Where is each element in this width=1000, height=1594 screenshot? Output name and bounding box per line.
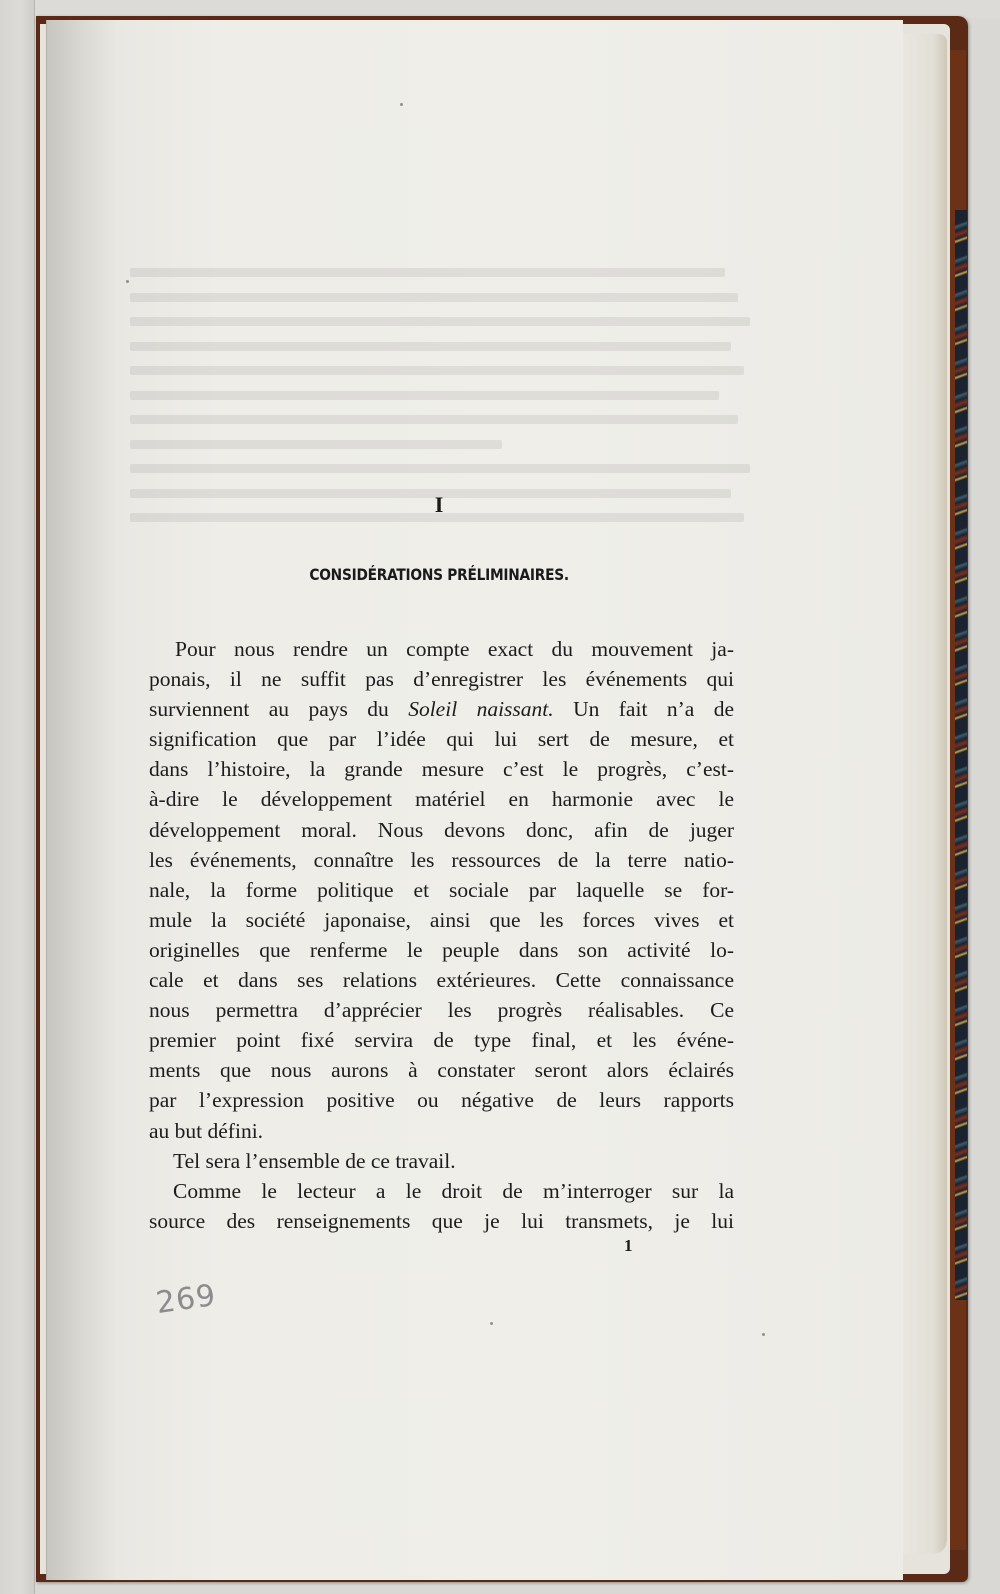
- text-line: les événements, connaître les ressources de la terre natio-: [149, 847, 734, 872]
- text-line: ponais, il ne suffit pas d’enregistrer les événements qui: [149, 667, 734, 692]
- text-line: ments que nous aurons à constater seront alors éclairés: [149, 1058, 734, 1083]
- handwritten-pencil-note: 269: [153, 1277, 219, 1322]
- paper-speck: [490, 1322, 493, 1325]
- chapter-numeral: I: [434, 492, 444, 517]
- text-line: mule la société japonaise, ainsi que les forces vives et: [149, 907, 734, 932]
- text-line: au but défini.: [149, 1118, 264, 1143]
- marbled-endpaper-edge: [955, 210, 967, 1300]
- italic-phrase: Soleil naissant.: [408, 697, 554, 722]
- text-segment: Un fait n’a de: [553, 697, 735, 722]
- text-line: signification que par l’idée qui lui sert de mesure, et: [149, 727, 734, 752]
- gutter-shadow: [46, 20, 116, 1580]
- text-line: source des renseignements que je lui transmets, je lui: [149, 1208, 734, 1233]
- text-line: nale, la forme politique et sociale par laquelle se for-: [149, 877, 734, 902]
- text-line: nous permettra d’apprécier les progrès réalisables. Ce: [149, 998, 734, 1023]
- paper-speck: [400, 103, 403, 106]
- text-segment: surviennent au pays du: [149, 697, 409, 722]
- text-line: cale et dans ses relations extérieures. Cette connaissance: [149, 968, 734, 993]
- text-line: [149, 694, 734, 724]
- text-line: originelles que renferme le peuple dans son activité lo-: [149, 937, 734, 962]
- facing-page-edge: [0, 0, 35, 1594]
- text-line: par l’expression positive ou négative de leurs rapports: [149, 1088, 734, 1113]
- body-text: [149, 634, 734, 1236]
- text-line: à-dire le développement matériel en harmonie avec le: [149, 787, 734, 812]
- chapter-title: CONSIDÉRATIONS PRÉLIMINAIRES.: [309, 565, 569, 584]
- text-line: développement moral. Nous devons donc, afin de juger: [149, 817, 734, 842]
- text-line: Pour nous rendre un compte exact du mouvement ja-: [175, 637, 734, 661]
- text-line: Comme le lecteur a le droit de m’interroger sur la: [173, 1178, 734, 1203]
- paper-speck: [126, 280, 129, 283]
- text-line: premier point fixé servira de type final, et les événe-: [149, 1028, 734, 1053]
- page-stack-fore-edge: [900, 34, 947, 1554]
- paper-speck: [762, 1333, 765, 1336]
- page-number: 1: [624, 1236, 633, 1255]
- text-line: Tel sera l’ensemble de ce travail.: [173, 1148, 456, 1173]
- text-line: dans l’histoire, la grande mesure c’est le progrès, c’est-: [149, 757, 734, 782]
